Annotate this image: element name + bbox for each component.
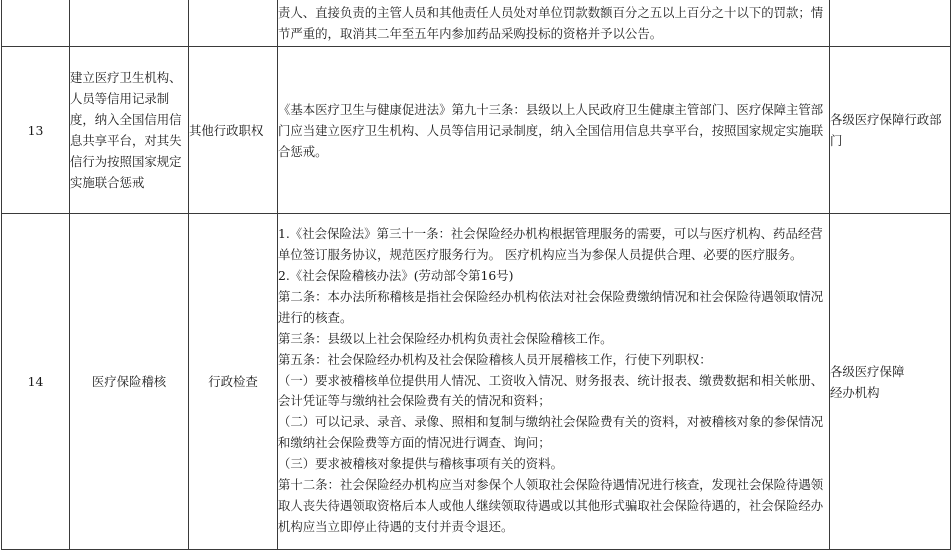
legal-basis-paragraph: （二）可以记录、录音、录像、照相和复制与缴纳社会保险费有关的资料，对被稽核对象的参保情况和缴纳社会保险费等方面的情况进行调查、询问； [278, 414, 824, 451]
item-name-cell: 建立医疗卫生机构、人员等信用记录制度，纳入全国信用信息共享平台，对其失信行为按照国家规定实施联合惩戒 [70, 47, 189, 214]
legal-basis-paragraph: 2.《社会保险稽核办法》(劳动部令第16号) [278, 268, 514, 284]
item-category-cell [189, 0, 278, 47]
legal-basis-paragraph: 第五条：社会保险经办机构及社会保险稽核人员开展稽核工作，行使下列职权： [278, 351, 712, 367]
row-number-cell: 13 [2, 47, 70, 214]
department-line: 经办机构 [830, 384, 880, 400]
legal-basis-paragraph: （一）要求被稽核单位提供用人情况、工资收入情况、财务报表、统计报表、缴费数据和相关帐册、会计凭证等与缴纳社会保险费有关的情况和资料； [278, 372, 824, 409]
department-cell [830, 214, 951, 550]
table-row-14 [2, 214, 951, 550]
legal-basis-paragraph: 第二条：本办法所称稽核是指社会保险经办机构依法对社会保险费缴纳情况和社会保险待遇领取情况进行的核查。 [278, 288, 824, 325]
table-row-13 [2, 47, 951, 214]
legal-basis-cell [278, 214, 830, 550]
legal-basis-paragraph: 第十二条：社会保险经办机构应当对参保个人领取社会保险待遇情况进行核查，发现社会保险待遇领取人丧失待遇领取资格后本人或他人继续领取待遇或以其他形式骗取社会保险待遇的，社会保险经办机构应当立即停止待遇的支付并责令退还。 [278, 477, 824, 534]
item-name-cell: 医疗保险稽核 [70, 214, 189, 550]
department-cell: 各级医疗保障行政部门 [830, 47, 951, 214]
legal-basis-cell [278, 47, 830, 214]
item-category-cell: 行政检查 [189, 214, 278, 550]
legal-basis-cell [278, 0, 830, 47]
row-number-cell [2, 0, 70, 47]
document-table [1, 0, 951, 550]
legal-basis-text: 责人、直接负责的主管人员和其他责任人员处对单位罚款数额百分之五以上百分之十以下的罚款；情节严重的，取消其二年至五年内参加药品采购投标的资格并予以公告。 [278, 5, 824, 41]
legal-basis-paragraph: 第三条：县级以上社会保险经办机构负责社会保险稽核工作。 [278, 330, 613, 346]
department-line: 各级医疗保障 [830, 363, 905, 379]
item-name-cell [70, 0, 189, 47]
table-row-continued [2, 0, 951, 47]
legal-basis-text: 《基本医疗卫生与健康促进法》第九十三条：县级以上人民政府卫生健康主管部门、医疗保障主管部门应当建立医疗卫生机构、人员等信用记录制度，纳入全国信用信息共享平台，按照国家规定实施联合惩戒。 [278, 101, 824, 159]
row-number-cell: 14 [2, 214, 70, 550]
legal-basis-paragraph: 1.《社会保险法》第三十一条：社会保险经办机构根据管理服务的需要，可以与医疗机构、药品经营单位签订服务协议，规范医疗服务行为。 医疗机构应当为参保人员提供合理、必要的医疗服务。 [278, 226, 823, 263]
item-category-cell: 其他行政职权 [189, 47, 278, 214]
department-cell [830, 0, 951, 47]
legal-basis-paragraph: （三）要求被稽核对象提供与稽核事项有关的资料。 [278, 456, 563, 472]
